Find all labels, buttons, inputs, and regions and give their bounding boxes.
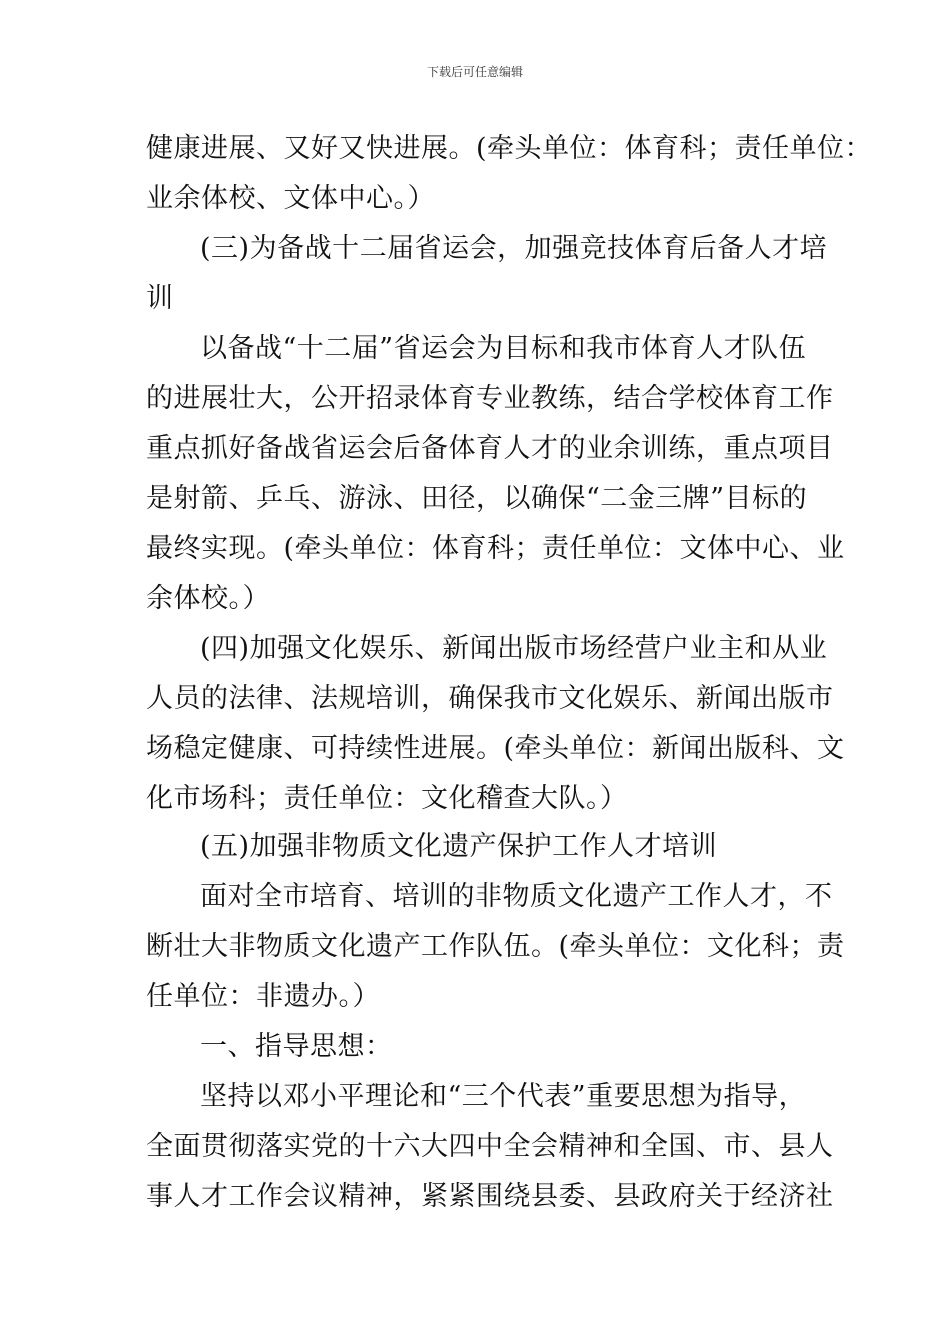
- text-line: 最终实现。(牵头单位：体育科；责任单位：文体中心、业: [146, 533, 845, 564]
- text-line: 余体校。）: [146, 583, 270, 614]
- text-line: 化市场科；责任单位：文化稽查大队。）: [146, 783, 628, 814]
- text-line: 断壮大非物质文化遗产工作队伍。(牵头单位：文化科；责: [146, 931, 845, 962]
- text-line: 全面贯彻落实党的十六大四中全会精神和全国、市、县人: [146, 1131, 834, 1162]
- text-line: 场稳定健康、可持续性进展。(牵头单位：新闻出版科、文: [146, 733, 845, 764]
- text-line: 是射箭、乒乓、游泳、田径，以确保“二金三牌”目标的: [146, 483, 808, 514]
- text-line: (四)加强文化娱乐、新闻出版市场经营户业主和从业: [200, 633, 828, 664]
- text-line: 事人才工作会议精神，紧紧围绕县委、县政府关于经济社: [146, 1181, 834, 1212]
- text-line: 重点抓好备战省运会后备体育人才的业余训练，重点项目: [146, 433, 834, 464]
- page-header: 下载后可任意编辑: [426, 65, 523, 79]
- text-line: 以备战“十二届”省运会为目标和我市体育人才队伍: [200, 333, 807, 364]
- text-line: 面对全市培育、培训的非物质文化遗产工作人才，不: [200, 881, 833, 912]
- text-line: 任单位：非遗办。）: [146, 981, 380, 1012]
- text-line: 一、指导思想：: [200, 1031, 393, 1062]
- text-line: 的进展壮大，公开招录体育专业教练，结合学校体育工作: [146, 383, 834, 414]
- text-line: (五)加强非物质文化遗产保护工作人才培训: [200, 831, 718, 862]
- text-line: (三)为备战十二届省运会，加强竞技体育后备人才培: [200, 233, 828, 264]
- text-line: 业余体校、文体中心。）: [146, 183, 435, 214]
- text-line: 坚持以邓小平理论和“三个代表”重要思想为指导，: [200, 1081, 807, 1112]
- text-line: 健康进展、又好又快进展。(牵头单位：体育科；责任单位：: [146, 133, 873, 164]
- text-line: 人员的法律、法规培训，确保我市文化娱乐、新闻出版市: [146, 683, 834, 714]
- text-line: 训: [146, 283, 174, 314]
